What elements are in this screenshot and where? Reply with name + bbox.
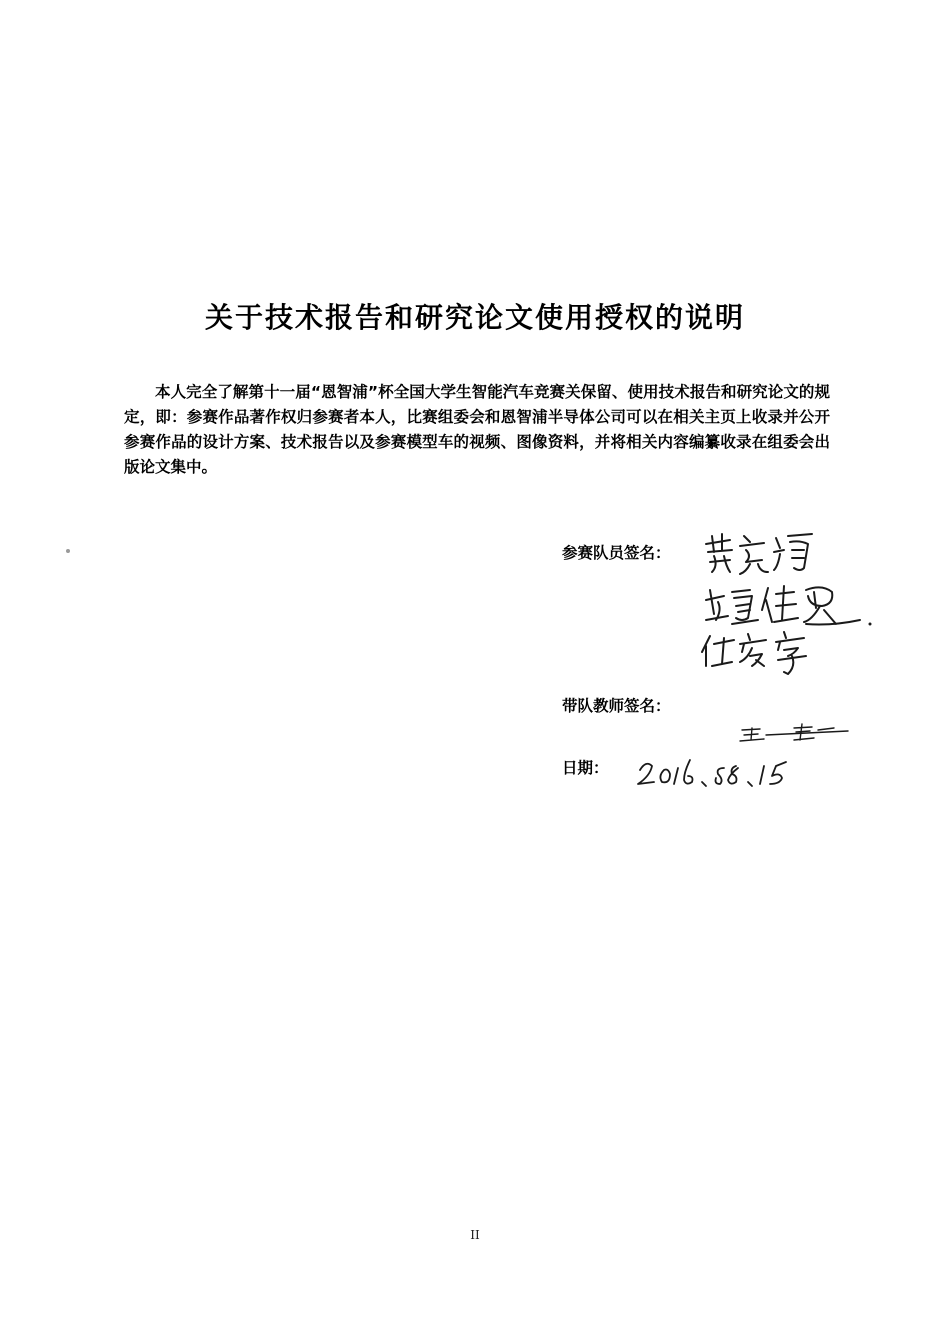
members-signature-label: 参赛队员签名： — [562, 544, 671, 562]
page-number: II — [470, 1228, 480, 1242]
teacher-signature — [738, 722, 853, 744]
date-label: 日期： — [562, 759, 609, 777]
scan-speck — [66, 549, 70, 553]
page-title: 关于技术报告和研究论文使用授权的说明 — [204, 301, 745, 334]
member-signature-2 — [702, 580, 882, 630]
authorization-paragraph: 本人完全了解第十一届“恩智浦”杯全国大学生智能汽车竞赛关保留、使用技术报告和研究论文的规定，即：参赛作品著作权归参赛者本人，比赛组委会和恩智浦半导体公司可以在相关主页上收录并公开参赛作品的设计方案、技术报告以及参赛模型车的视频、图像资料，并将相关内容编纂收录在组委会出版论文集中。 — [124, 383, 830, 476]
member-signature-1 — [700, 528, 820, 578]
member-signature-3 — [700, 630, 820, 678]
teacher-signature-label: 带队教师签名： — [562, 697, 671, 715]
handwritten-date — [632, 754, 792, 788]
